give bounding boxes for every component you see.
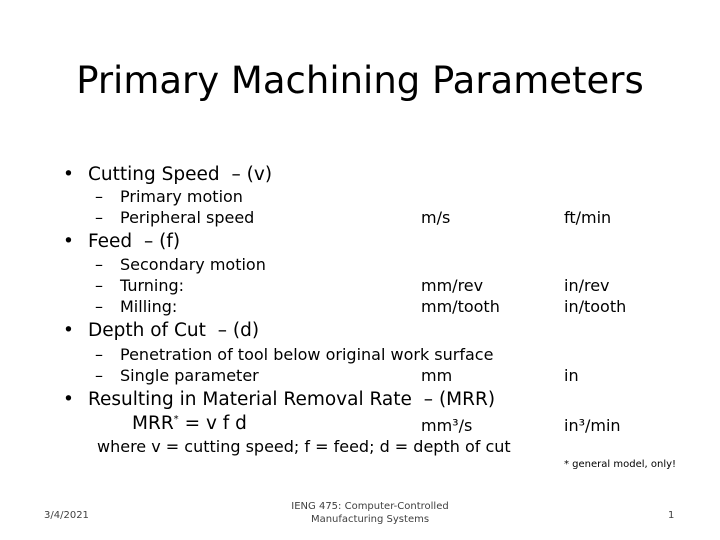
footer-date: 3/4/2021: [44, 510, 89, 521]
slide-title: Primary Machining Parameters: [76, 59, 644, 102]
formula-star: *: [173, 413, 179, 425]
bullet-marker: •: [63, 164, 74, 185]
unit-si-speed: m/s: [421, 208, 451, 227]
cutting-speed-label: Cutting Speed: [88, 164, 220, 185]
bullet-depth: [63, 320, 260, 341]
dash-marker: –: [95, 366, 103, 385]
sub-text: Peripheral speed: [120, 208, 255, 227]
dash-marker: –: [95, 187, 103, 206]
sub-text: Milling:: [120, 297, 178, 316]
unit-us-milling: in/tooth: [564, 297, 627, 316]
sub-peripheral-speed: [95, 208, 255, 227]
unit-us-mrr: in³/min: [564, 416, 621, 435]
mrr-symbol: (MRR): [438, 389, 496, 410]
sub-text: Single parameter: [120, 366, 259, 385]
formula-lhs: MRR: [132, 413, 174, 434]
sub-text: Primary motion: [120, 187, 243, 206]
depth-symbol: (d): [232, 320, 260, 341]
feed-label: Feed: [88, 231, 133, 252]
depth-sep: –: [217, 320, 227, 341]
where-text: where v = cutting speed; f = feed; d = depth of cut: [97, 437, 511, 456]
formula-rhs: = v f d: [184, 413, 247, 434]
bullet-cutting-speed: [63, 164, 273, 185]
feed-sep: –: [144, 231, 154, 252]
sub-text: Secondary motion: [120, 255, 266, 274]
footer-course: [290, 502, 450, 525]
bullet-mrr: [63, 389, 496, 410]
bullet-marker: •: [63, 231, 74, 252]
mrr-sep: –: [423, 389, 434, 410]
unit-us-depth: in: [564, 366, 579, 385]
sub-milling: [95, 297, 178, 316]
dash-marker: –: [95, 276, 103, 295]
sub-text: Penetration of tool below original work surface: [120, 345, 494, 364]
dash-marker: –: [95, 208, 103, 227]
general-model-note: * general model, only!: [564, 459, 677, 470]
sub-primary-motion: [95, 187, 243, 206]
sub-turning: [95, 276, 185, 295]
footer-course-line1: IENG 475: Computer-Controlled: [291, 501, 449, 512]
dash-marker: –: [95, 255, 103, 274]
dash-marker: –: [95, 345, 103, 364]
mrr-label: Resulting in Material Removal Rate: [88, 389, 412, 410]
feed-symbol: (f): [159, 231, 181, 252]
bullet-marker: •: [63, 320, 74, 341]
unit-us-turning: in/rev: [564, 276, 610, 295]
cutting-speed-symbol: (v): [246, 164, 273, 185]
unit-us-speed: ft/min: [564, 208, 612, 227]
unit-si-turning: mm/rev: [421, 276, 484, 295]
sub-secondary-motion: [95, 255, 266, 274]
unit-si-mrr: mm³/s: [421, 416, 473, 435]
depth-label: Depth of Cut: [88, 320, 206, 341]
sub-single-parameter: [95, 366, 259, 385]
unit-si-milling: mm/tooth: [421, 297, 500, 316]
mrr-formula: [132, 415, 247, 434]
unit-si-depth: mm: [421, 366, 453, 385]
footer-course-line2: Manufacturing Systems: [310, 514, 430, 525]
sub-text: Turning:: [120, 276, 185, 295]
footer-page-number: 1: [668, 510, 675, 521]
dash-marker: –: [95, 297, 103, 316]
sub-penetration: [95, 345, 494, 364]
bullet-marker: •: [63, 389, 74, 410]
cutting-speed-sep: –: [231, 164, 241, 185]
bullet-feed: [63, 231, 181, 252]
